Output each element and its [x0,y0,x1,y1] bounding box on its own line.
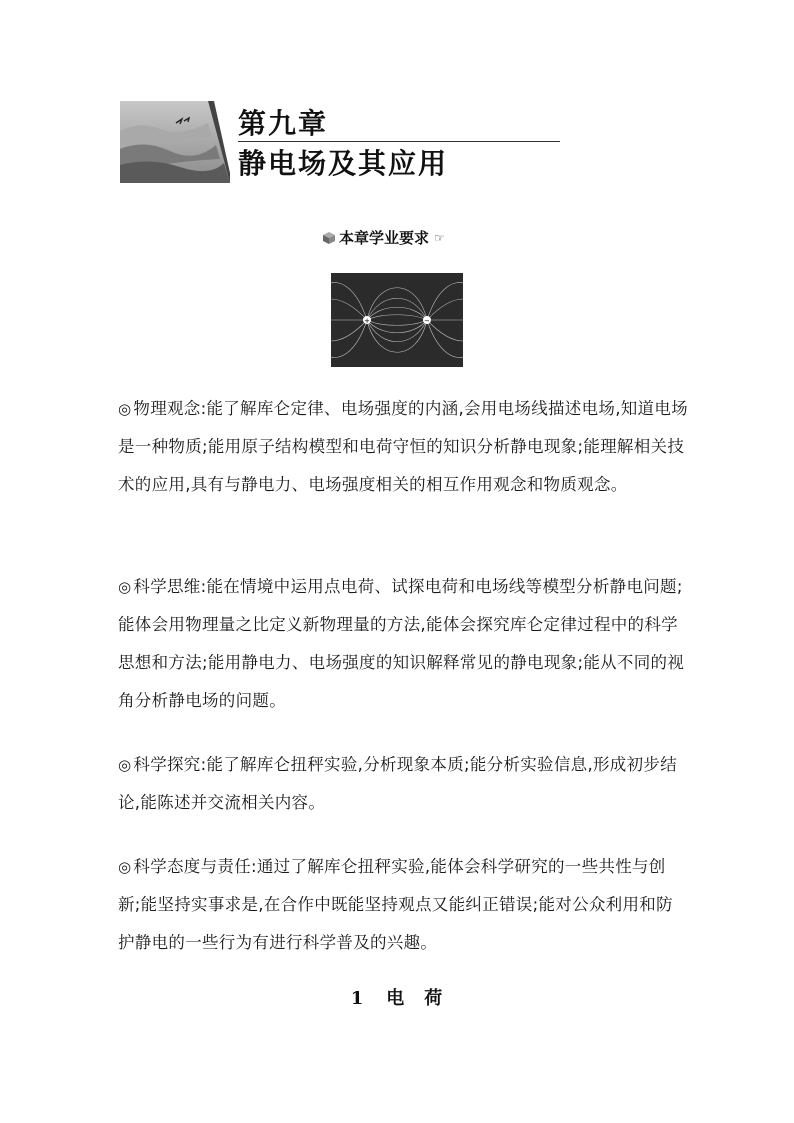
chapter-banner-image [120,101,230,183]
requirements-heading [322,228,445,248]
requirement-paragraph [118,390,688,504]
cube-icon [322,231,336,245]
positive-charge-label: + [364,317,370,325]
section-number: 1 [350,988,365,1009]
requirement-text: 科学态度与责任:通过了解库仑扭秤实验,能体会科学研究的一些共性与创新;能坚持实事求是,在合作中既能坚持观点又能纠正错误;能对公众利用和防护静电的一些行为有进行科学普及的兴趣。 [118,857,673,952]
bullet-icon: ◎ [118,858,132,876]
requirement-text: 科学思维:能在情境中运用点电荷、试探电荷和电场线等模型分析静电问题;能体会用物理量之比定义新物理量的方法,能体会探究库仑定律过程中的科学思想和方法;能用静电力、电场强度的知识解释常见的静电现象;能从不同的视角分析静电场的问题。 [118,577,685,710]
bullet-icon: ◎ [118,578,132,596]
requirement-paragraph [118,746,688,822]
chapter-number: 第九章 [238,107,329,140]
chapter-title: 静电场及其应用 [238,147,449,180]
bullet-icon: ◎ [118,756,132,774]
chapter-divider [238,141,560,142]
requirement-paragraph [118,568,688,720]
requirement-text: 物理观念:能了解库仑定律、电场强度的内涵,会用电场线描述电场,知道电场是一种物质;能用原子结构模型和电荷守恒的知识分析静电现象;能理解相关技术的应用,具有与静电力、电场强度相关的相互作用观念和物质观念。 [118,399,688,494]
section-title-text: 电 荷 [386,988,444,1009]
negative-charge-label: − [424,317,430,325]
requirements-heading-text: 本章学业要求 [339,229,430,247]
requirement-text: 科学探究:能了解库仑扭秤实验,分析现象本质;能分析实验信息,形成初步结论,能陈述并交流相关内容。 [118,755,677,812]
electric-field-lines-figure [331,273,463,367]
pointing-hand-icon: ☞ [434,231,445,245]
requirement-paragraph [118,848,688,962]
section-heading [0,984,794,1010]
bullet-icon: ◎ [118,400,132,418]
